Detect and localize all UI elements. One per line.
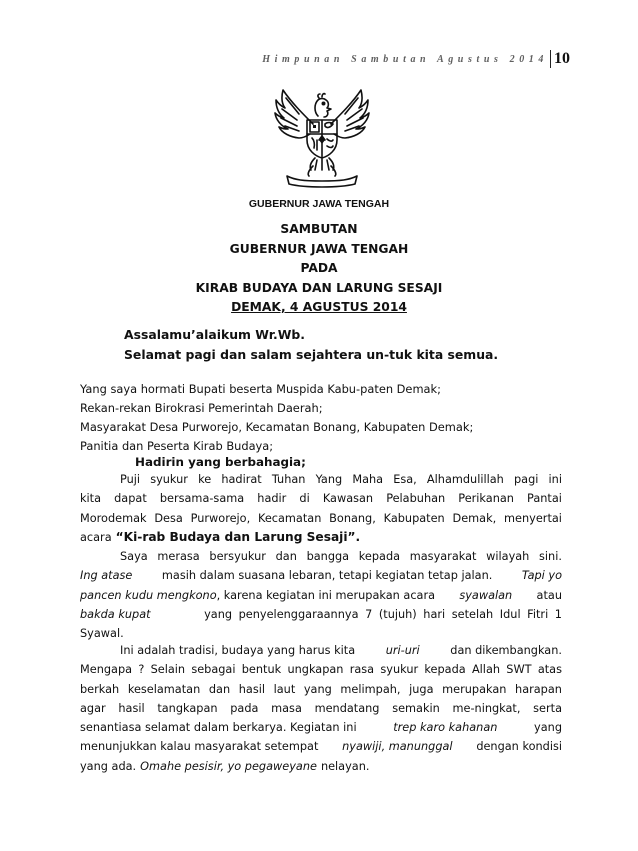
paragraph-line <box>80 737 562 756</box>
word: mendatang <box>314 701 380 715</box>
word: kita <box>80 492 102 506</box>
word: bersyukur <box>209 550 266 563</box>
text-run: masih dalam suasana lebaran, tetapi kegiatan tetap jalan. <box>161 569 493 583</box>
text-run: yang <box>534 721 562 735</box>
greeting-salam: Assalamu’alaikum Wr.Wb. <box>124 327 305 342</box>
paragraph-line <box>80 605 562 624</box>
word: sini. <box>539 550 562 563</box>
paragraph-line <box>80 718 562 737</box>
word: SWT <box>506 663 532 677</box>
speech-title <box>0 220 638 318</box>
word: melimpah, <box>340 682 401 696</box>
javanese-phrase: Ing atase <box>80 569 133 583</box>
word: Kecamatan <box>257 511 322 525</box>
javanese-phrase: syawalan <box>459 588 513 602</box>
greeting <box>124 325 498 364</box>
paragraph-line <box>80 470 562 489</box>
word: dan <box>208 682 231 696</box>
word: kepada <box>358 550 401 563</box>
word: wilayah <box>486 550 530 563</box>
javanese-phrase: bakda kupat <box>80 607 151 621</box>
addressee-line: Panitia dan Peserta Kirab Budaya; <box>80 439 274 453</box>
word: dapat <box>114 492 147 506</box>
word: masyarakat <box>409 550 477 563</box>
word: Kabupaten <box>383 511 445 525</box>
paragraph-line <box>80 566 562 585</box>
word: dan <box>275 550 297 563</box>
word: Kawasan <box>322 492 374 506</box>
word: Purworejo, <box>190 511 251 525</box>
javanese-phrase: Tapi yo <box>521 569 562 583</box>
javanese-phrase: trep karo kahanan <box>393 721 498 735</box>
hadirin-heading: Hadirin yang berbahagia; <box>135 455 306 469</box>
text-run: dan dikembangkan. <box>450 644 562 657</box>
word: merasa <box>157 550 200 563</box>
word: yang <box>303 682 332 696</box>
javanese-phrase: pancen kudu mengkono <box>80 588 217 602</box>
header-divider <box>550 50 551 68</box>
addressee-line: Rekan-rekan Birokrasi Pemerintah Daerah; <box>80 401 323 415</box>
word: Yang <box>315 473 343 486</box>
page-header <box>240 50 570 68</box>
word: pada <box>230 701 259 715</box>
text-run: nelayan. <box>320 759 370 773</box>
paragraph-line <box>80 699 562 718</box>
word: Demak, <box>452 511 497 525</box>
word: hadirat <box>221 473 262 486</box>
word: Mengapa <box>80 663 133 677</box>
paragraph-1 <box>80 470 562 547</box>
word: berkah <box>80 682 120 696</box>
word: Alhamdulillah <box>426 473 504 486</box>
paragraph-line <box>80 680 562 699</box>
word: Maha <box>352 473 384 486</box>
word: bentuk <box>241 663 282 677</box>
word: menyertai <box>504 511 562 525</box>
word: hadir <box>257 492 287 506</box>
word: ungkapan <box>287 663 344 677</box>
title-line-governor: GUBERNUR JAWA TENGAH <box>229 241 409 256</box>
word: Allah <box>471 663 501 677</box>
paragraph-3 <box>80 641 562 776</box>
word: Puji <box>120 473 141 486</box>
text-run: senantiasa selamat dalam berkarya. Kegiatan ini <box>80 721 357 735</box>
word: semakin <box>392 701 440 715</box>
addressee-line: Yang saya hormati Bupati beserta Muspida Kabu-paten Demak; <box>80 382 441 396</box>
javanese-phrase: nyawiji, manunggal <box>342 740 453 754</box>
word: pagi <box>513 473 539 486</box>
word: ke <box>198 473 212 486</box>
word: hasil <box>238 682 265 696</box>
word: syukur <box>150 473 188 486</box>
word: masa <box>271 701 302 715</box>
word: laut <box>273 682 296 696</box>
word: bangga <box>306 550 350 563</box>
word: keselamatan <box>127 682 201 696</box>
title-line-date: DEMAK, 4 AGUSTUS 2014 <box>231 300 407 314</box>
word: ini <box>548 473 562 486</box>
paragraph-line <box>80 757 562 776</box>
word: juga <box>409 682 434 696</box>
garuda-emblem-icon <box>269 84 375 188</box>
word: Tuhan <box>271 473 306 486</box>
word: me-ningkat, <box>452 701 521 715</box>
title-line-pada: PADA <box>300 261 338 275</box>
text-run: Syawal. <box>80 627 124 641</box>
greeting-morning: Selamat pagi dan salam sejahtera un-tuk kita semua. <box>124 346 499 362</box>
text-run: dengan kondisi <box>476 740 562 754</box>
javanese-phrase: uri-uri <box>385 644 420 657</box>
paragraph-line <box>80 660 562 679</box>
text-run: Ini adalah tradisi, budaya yang harus kita <box>120 644 356 657</box>
word: Perikanan <box>458 492 514 506</box>
text-run: , karena kegiatan ini merupakan acara <box>216 588 436 602</box>
governor-label: GUBERNUR JAWA TENGAH <box>248 198 390 210</box>
paragraph-line <box>80 528 562 547</box>
text-run: acara <box>80 530 112 544</box>
word: Selain <box>150 663 186 677</box>
word: atas <box>537 663 562 677</box>
word: Esa, <box>393 473 417 486</box>
paragraph-line <box>80 586 562 605</box>
paragraph-2 <box>80 547 562 643</box>
paragraph-line <box>80 641 562 660</box>
word: merupakan <box>442 682 507 696</box>
word: Pelabuhan <box>386 492 446 506</box>
word: harapan <box>515 682 562 696</box>
word: syukur <box>380 663 419 677</box>
page-number: 10 <box>554 50 570 67</box>
paragraph-line <box>80 509 562 528</box>
title-line-sambutan: SAMBUTAN <box>280 222 358 236</box>
paragraph-line <box>80 489 562 508</box>
word: ? <box>138 663 145 677</box>
word: sebagai <box>191 663 236 677</box>
word: hasil <box>118 701 145 715</box>
text-run: menunjukkan kalau masyarakat setempat <box>80 740 319 754</box>
javanese-phrase: Omahe pesisir, yo pegaweyane <box>140 759 317 773</box>
header-title: Himpunan Sambutan Agustus 2014 <box>262 53 548 65</box>
text-run: atau <box>536 588 562 602</box>
word: agar <box>80 701 106 715</box>
word: Pantai <box>527 492 562 506</box>
title-line-event: KIRAB BUDAYA DAN LARUNG SESAJI <box>195 280 443 295</box>
word: Morodemak <box>80 511 147 525</box>
word: Bonang, <box>329 511 376 525</box>
word: Saya <box>120 550 148 563</box>
addressee-line: Masyarakat Desa Purworejo, Kecamatan Bonang, Kabupaten Demak; <box>80 420 474 434</box>
addressee-list <box>80 380 473 456</box>
text-run: yang ada. <box>80 759 137 773</box>
word: tangkapan <box>157 701 218 715</box>
word: Desa <box>154 511 183 525</box>
word: serta <box>533 701 562 715</box>
text-run: yang penyelenggaraannya 7 (tujuh) hari setelah Idul Fitri 1 <box>204 607 562 621</box>
event-name-bold: “Ki-rab Budaya dan Larung Sesaji”. <box>115 529 361 544</box>
paragraph-line <box>80 547 562 566</box>
word: kepada <box>424 663 466 677</box>
word: rasa <box>349 663 375 677</box>
word: di <box>299 492 310 506</box>
word: bersama-sama <box>159 492 245 506</box>
